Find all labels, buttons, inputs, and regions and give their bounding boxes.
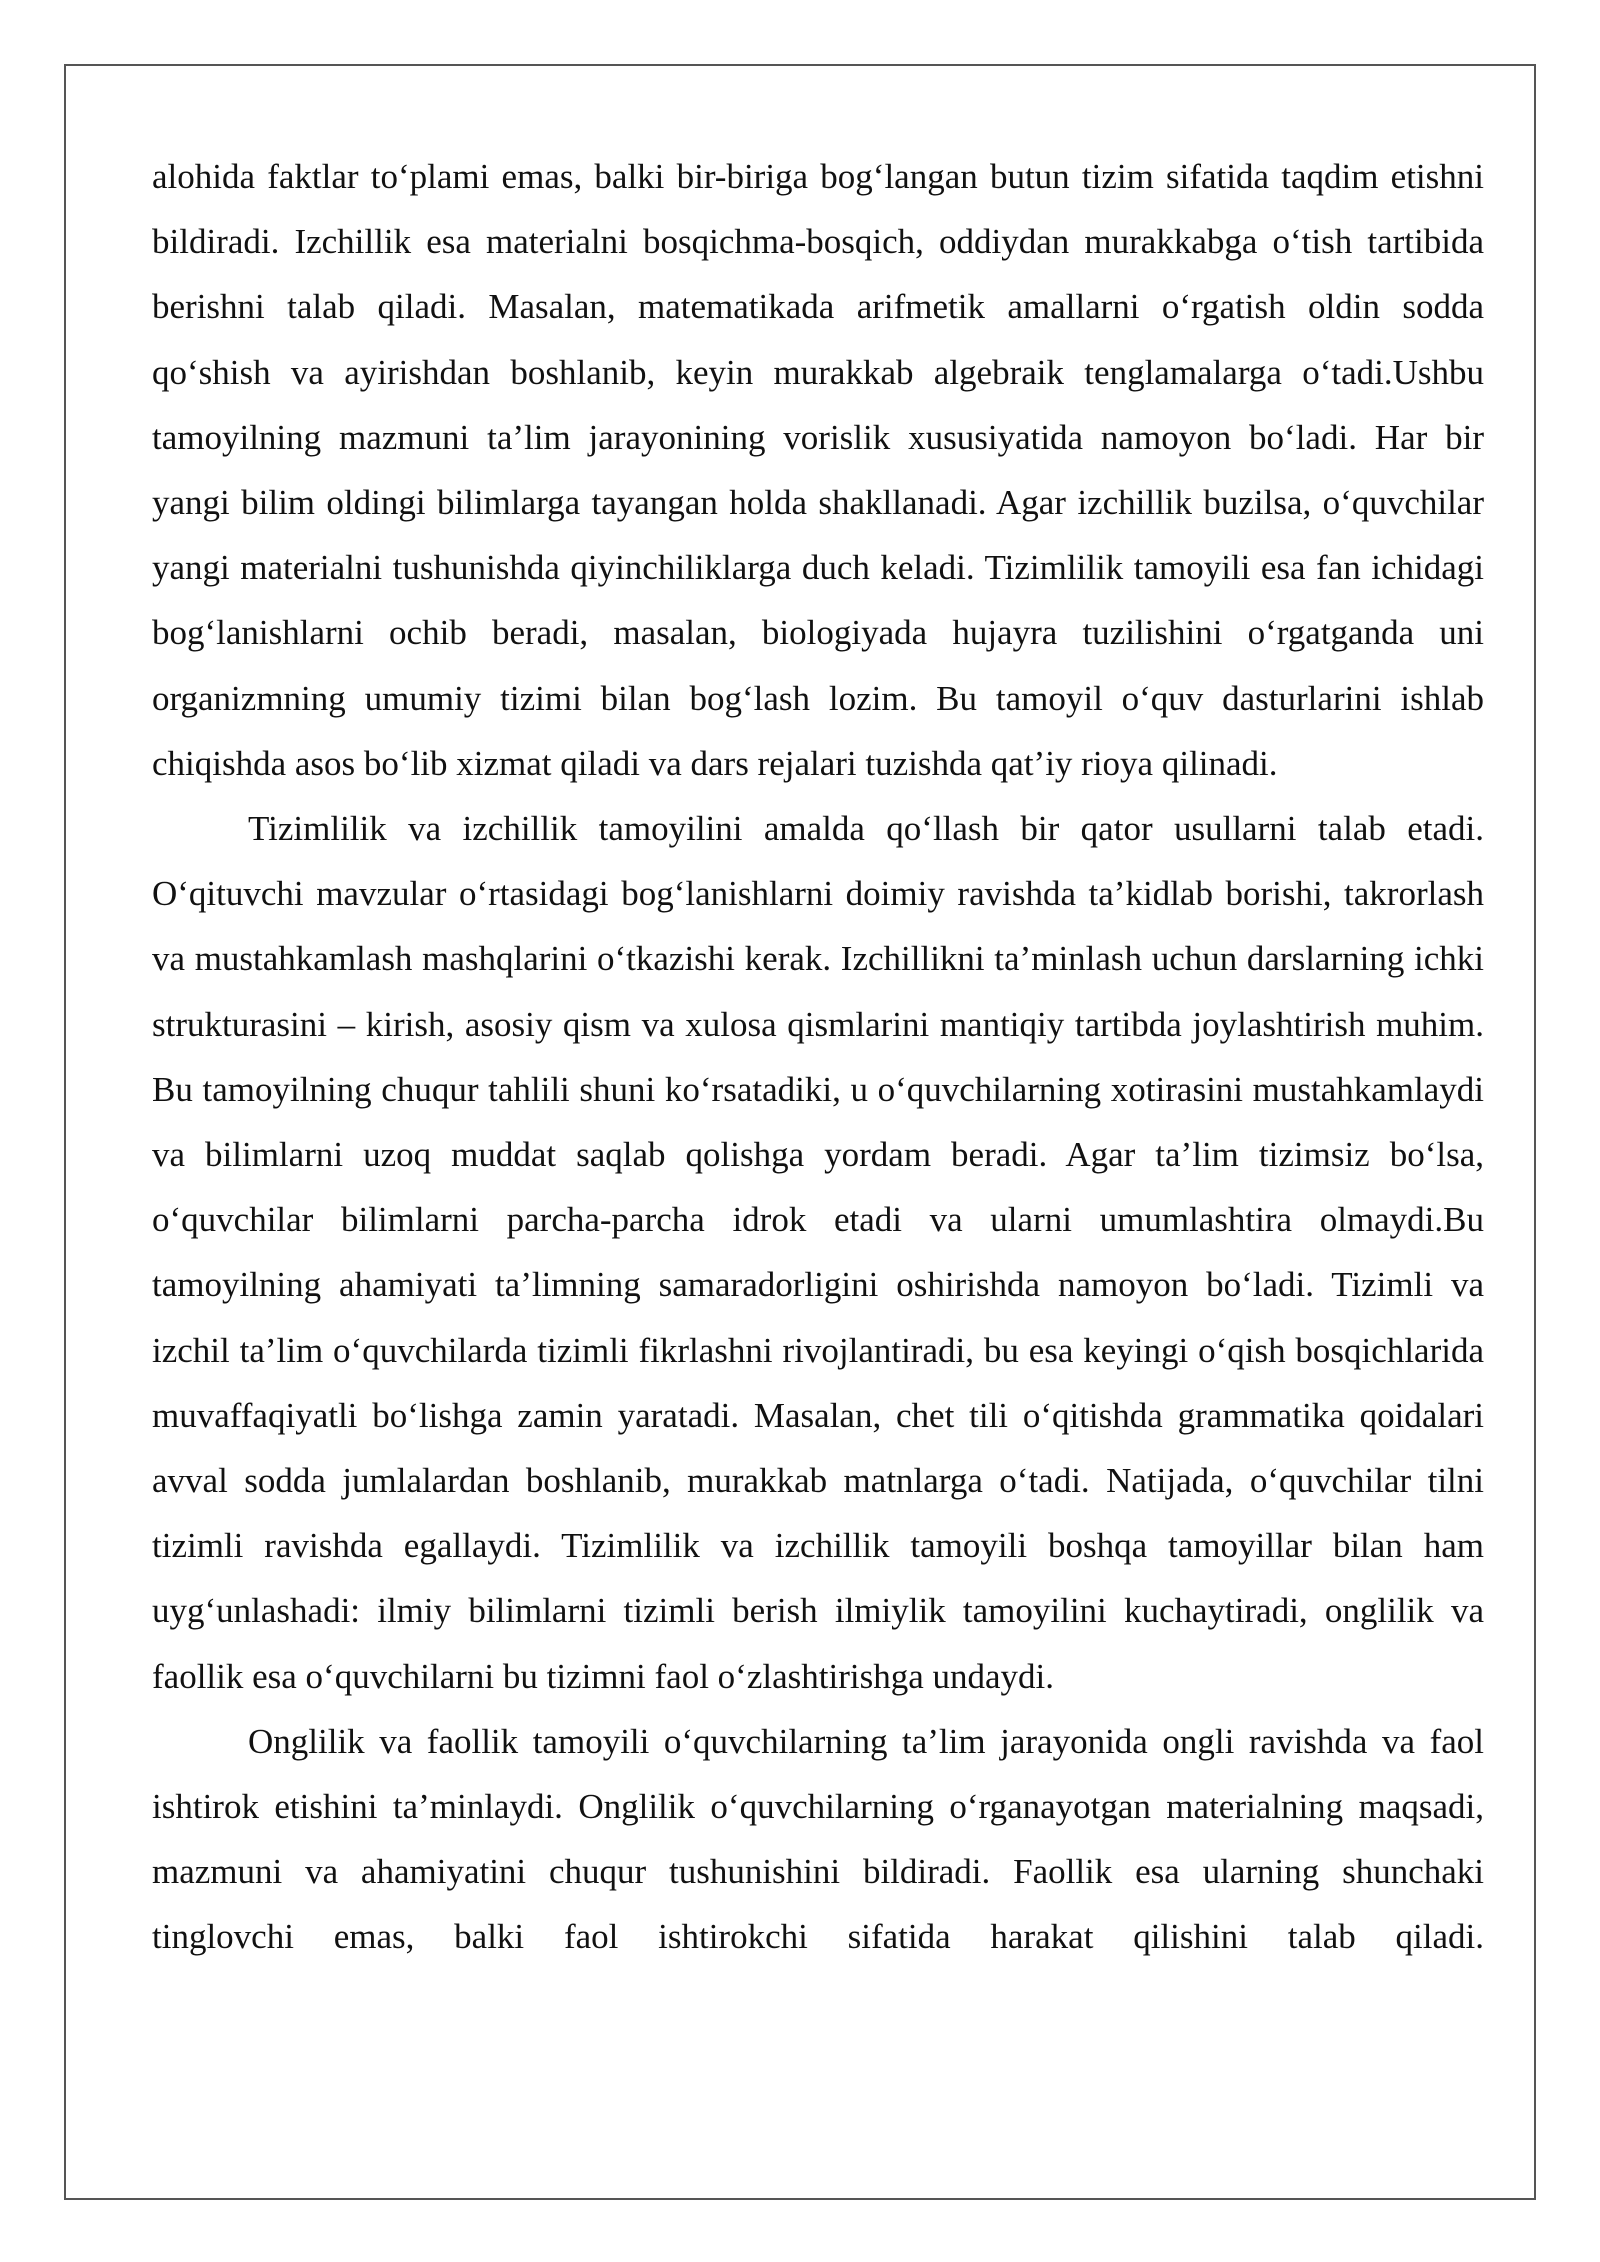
paragraph-continued: alohida faktlar to‘plami emas, balki bir-biriga bog‘langan butun tizim sifatida taqdim etishni bildiradi. Izchillik esa materialni bosqichma-bosqich, oddiydan murakkabga o‘tish tartibida berishni talab qiladi. Masalan, matematikada arifmetik amallarni o‘rgatish oldin sodda qo‘shish va ayirishdan boshlanib, keyin murakkab algebraik tenglamalarga o‘tadi.Ushbu tamoyilning mazmuni ta’lim jarayonining vorislik xususiyatida namoyon bo‘ladi. Har bir yangi bilim oldingi bilimlarga tayangan holda shakllanadi. Agar izchillik buzilsa, o‘quvchilar yangi materialni tushunishda qiyinchiliklarga duch keladi. Tizimlilik tamoyili esa fan ichidagi bog‘lanishlarni ochib beradi, masalan, biologiyada hujayra tuzilishini o‘rgatganda uni organizmning umumiy tizimi bilan bog‘lash lozim. Bu tamoyil o‘quv dasturlarini ishlab chiqishda asos bo‘lib xizmat qiladi va dars rejalari tuzishda qat’iy rioya qilinadi. bbox=[152, 157, 1484, 783]
document-body bbox=[152, 144, 1484, 1970]
paragraph-application: Tizimlilik va izchillik tamoyilini amalda qo‘llash bir qator usullarni talab etadi. O‘qituvchi mavzular o‘rtasidagi bog‘lanishlarni doimiy ravishda ta’kidlab borishi, takrorlash va mustahkamlash mashqlarini o‘tkazishi kerak. Izchillikni ta’minlash uchun darslarning ichki strukturasini – kirish, asosiy qism va xulosa qismlarini mantiqiy tartibda joylashtirish muhim. Bu tamoyilning chuqur tahlili shuni ko‘rsatadiki, u o‘quvchilarning xotirasini mustahkamlaydi va bilimlarni uzoq muddat saqlab qolishga yordam beradi. Agar ta’lim tizimsiz bo‘lsa, o‘quvchilar bilimlarni parcha-parcha idrok etadi va ularni umumlashtira olmaydi.Bu tamoyilning ahamiyati ta’limning samaradorligini oshirishda namoyon bo‘ladi. Tizimli va izchil ta’lim o‘quvchilarda tizimli fikrlashni rivojlantiradi, bu esa keyingi o‘qish bosqichlarida muvaffaqiyatli bo‘lishga zamin yaratadi. Masalan, chet tili o‘qitishda grammatika qoidalari avval sodda jumlalardan boshlanib, murakkab matnlarga o‘tadi. Natijada, o‘quvchilar tilni tizimli ravishda egallaydi. Tizimlilik va izchillik tamoyili boshqa tamoyillar bilan ham uyg‘unlashadi: ilmiy bilimlarni tizimli berish ilmiylik tamoyilini kuchaytiradi, onglilik va faollik esa o‘quvchilarni bu tizimni faol o‘zlashtirishga undaydi. bbox=[152, 809, 1484, 1696]
paragraph-awareness-activity: Onglilik va faollik tamoyili o‘quvchilarning ta’lim jarayonida ongli ravishda va faol ishtirok etishini ta’minlaydi. Onglilik o‘quvchilarning o‘rganayotgan materialning maqsadi, mazmuni va ahamiyatini chuqur tushunishini bildiradi. Faollik esa ularning shunchaki tinglovchi emas, balki faol ishtirokchi sifatida harakat qilishini talab qiladi. bbox=[152, 1721, 1484, 1957]
